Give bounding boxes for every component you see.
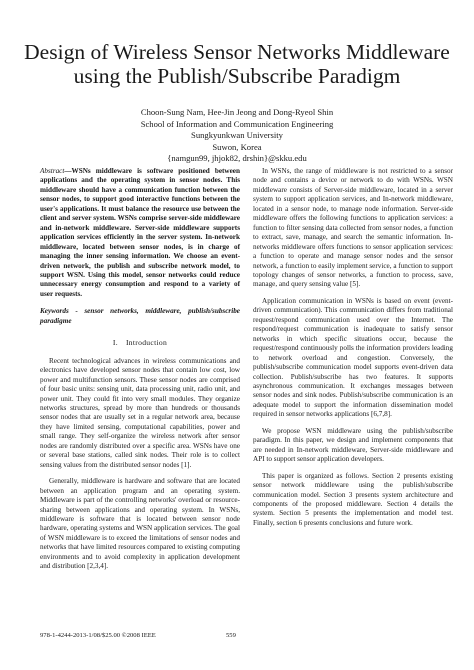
author-city: Suwon, Korea — [212, 141, 262, 152]
paper-title-line-1: Design of Wireless Sensor Networks Middleware — [24, 40, 450, 64]
footer-copyright: 978-1-4244-2013-1/08/$25.00 ©2008 IEEE — [40, 632, 156, 639]
section-heading-introduction — [40, 338, 240, 347]
intro-paragraph-4: Application communication in WSNs is based on event (event-driven communication). This communication differs from traditional request/respond communication used over the Internet. The respond/request communication is inadequate to satisfy sensor networks in which specific situations occur, because the request/respond continuously polls the information providers leading to network overload and congestion. Conversely, the publish/subscribe communication model supports event-driven data collection. Publish/subscribe has two features. It supports asynchronous communication. It exchanges messages between sensor nodes and sink nodes. Publish/subscribe communication is an adequate model to support the information dissemination model required in sensor networks applications [6,7,8]. — [253, 296, 453, 419]
author-affiliation-department: School of Information and Communication Engineering — [140, 118, 334, 129]
abstract-lead: Abstract — [40, 167, 65, 175]
section-number: I. — [112, 338, 118, 348]
right-column — [253, 167, 453, 528]
author-block — [20, 107, 454, 165]
author-names: Choon-Sung Nam, Hee-Jin Jeong and Dong-Ryeol Shin — [140, 107, 334, 117]
keywords: Keywords - sensor networks, middleware, publish/subscribe paradigme — [40, 307, 240, 325]
abstract — [40, 167, 240, 299]
author-affiliation-university: Sungkyunkwan University — [191, 130, 283, 140]
paper-title-line-2: using the Publish/Subscribe Paradigm — [73, 64, 401, 88]
intro-paragraph-6: This paper is organized as follows. Section 2 presents existing sensor network middleware using the publish/subscribe communication model. Section 3 presents system architecture and components of the proposed middleware. Section 4 details the system. Section 5 presents the implementation and model test. Finally, section 6 presents conclusions and future work. — [253, 471, 453, 527]
intro-paragraph-3: In WSNs, the range of middleware is not restricted to a sensor node and contains a device or network to do with WSNs. WSN middleware consists of Server-side middleware, located in a server system to support application services, and In-network middleware, located in a sensor node, to manage node information. Server-side middleware offers the following functions to application services: a function to filter sensing data collected from sensor nodes, a function to extract, save, manage, and search the semantic information. In-networks middleware offers functions to sensor application services: a function to operate and manage sensor nodes and the sensor network, a function to easily implement service, a function to support topology changes of sensor networks, a function to process, save, manage, and query sensing value [5]. — [253, 167, 454, 289]
section-title: Introduction — [125, 338, 168, 348]
intro-paragraph-2: Generally, middleware is hardware and software that are located between an application program and an operating system. Middleware is part of the controlling networks' overload or resource-sharing between applications and operating system. In WSNs, middleware is software that is located between sensor node hardware, operating systems and WSN application services. The goal of WSN middleware is to exceed the limitations of sensor nodes and networks that have limited resources compared to existing computing environments and to avoid complexity in application development and distribution [2,3,4]. — [40, 477, 241, 571]
page-number: 559 — [226, 632, 236, 639]
author-emails: {namgun99, jhjok82, drshin}@skku.edu — [167, 153, 307, 163]
left-column — [40, 167, 240, 572]
paper-title — [20, 40, 454, 88]
abstract-text: —WSNs middleware is software positioned between applications and the operating system in sensor nodes. This middleware should have a communication function between the sensor nodes, to support good interactive functions between the user's applications. It must balance the resource use between the client and server system. WSNs comprise server-side middleware and in-network middleware. Server-side middleware supports application services efficiently in the server system. In-network middleware, located between sensor nodes, is in charge of managing the inner sensing information. We choose an event-driven network, the publish and subscribe network model, to support WSN. Using this model, sensor networks could reduce unnecessary energy consumption and respond to a variety of user requests. — [40, 167, 240, 298]
intro-paragraph-5: We propose WSN middleware using the publish/subscribe paradigm. In this paper, we design and implement components that are needed in In-network middleware, Server-side middleware and API to support sensor application developers. — [253, 426, 453, 464]
intro-paragraph-1: Recent technological advances in wireless communications and electronics have developed sensor nodes that contain low cost, low power and multifunction sensors. These sensor nodes are comprised of four basic units: sensing unit, data processing unit, radio unit, and power unit. They could fit into very small modules. They organize networks structures, spread by more than hundreds or thousands sensor nodes that are usually set in a regular network area, because they have limited sensing, computational capabilities, power and small range. They self-organize the wireless network after sensor nodes are randomly distributed over a specific area. WSNs have one or several base stations, called sink nodes. Their role is to collect sensing values from the distributed sensor nodes [1]. — [40, 356, 240, 469]
